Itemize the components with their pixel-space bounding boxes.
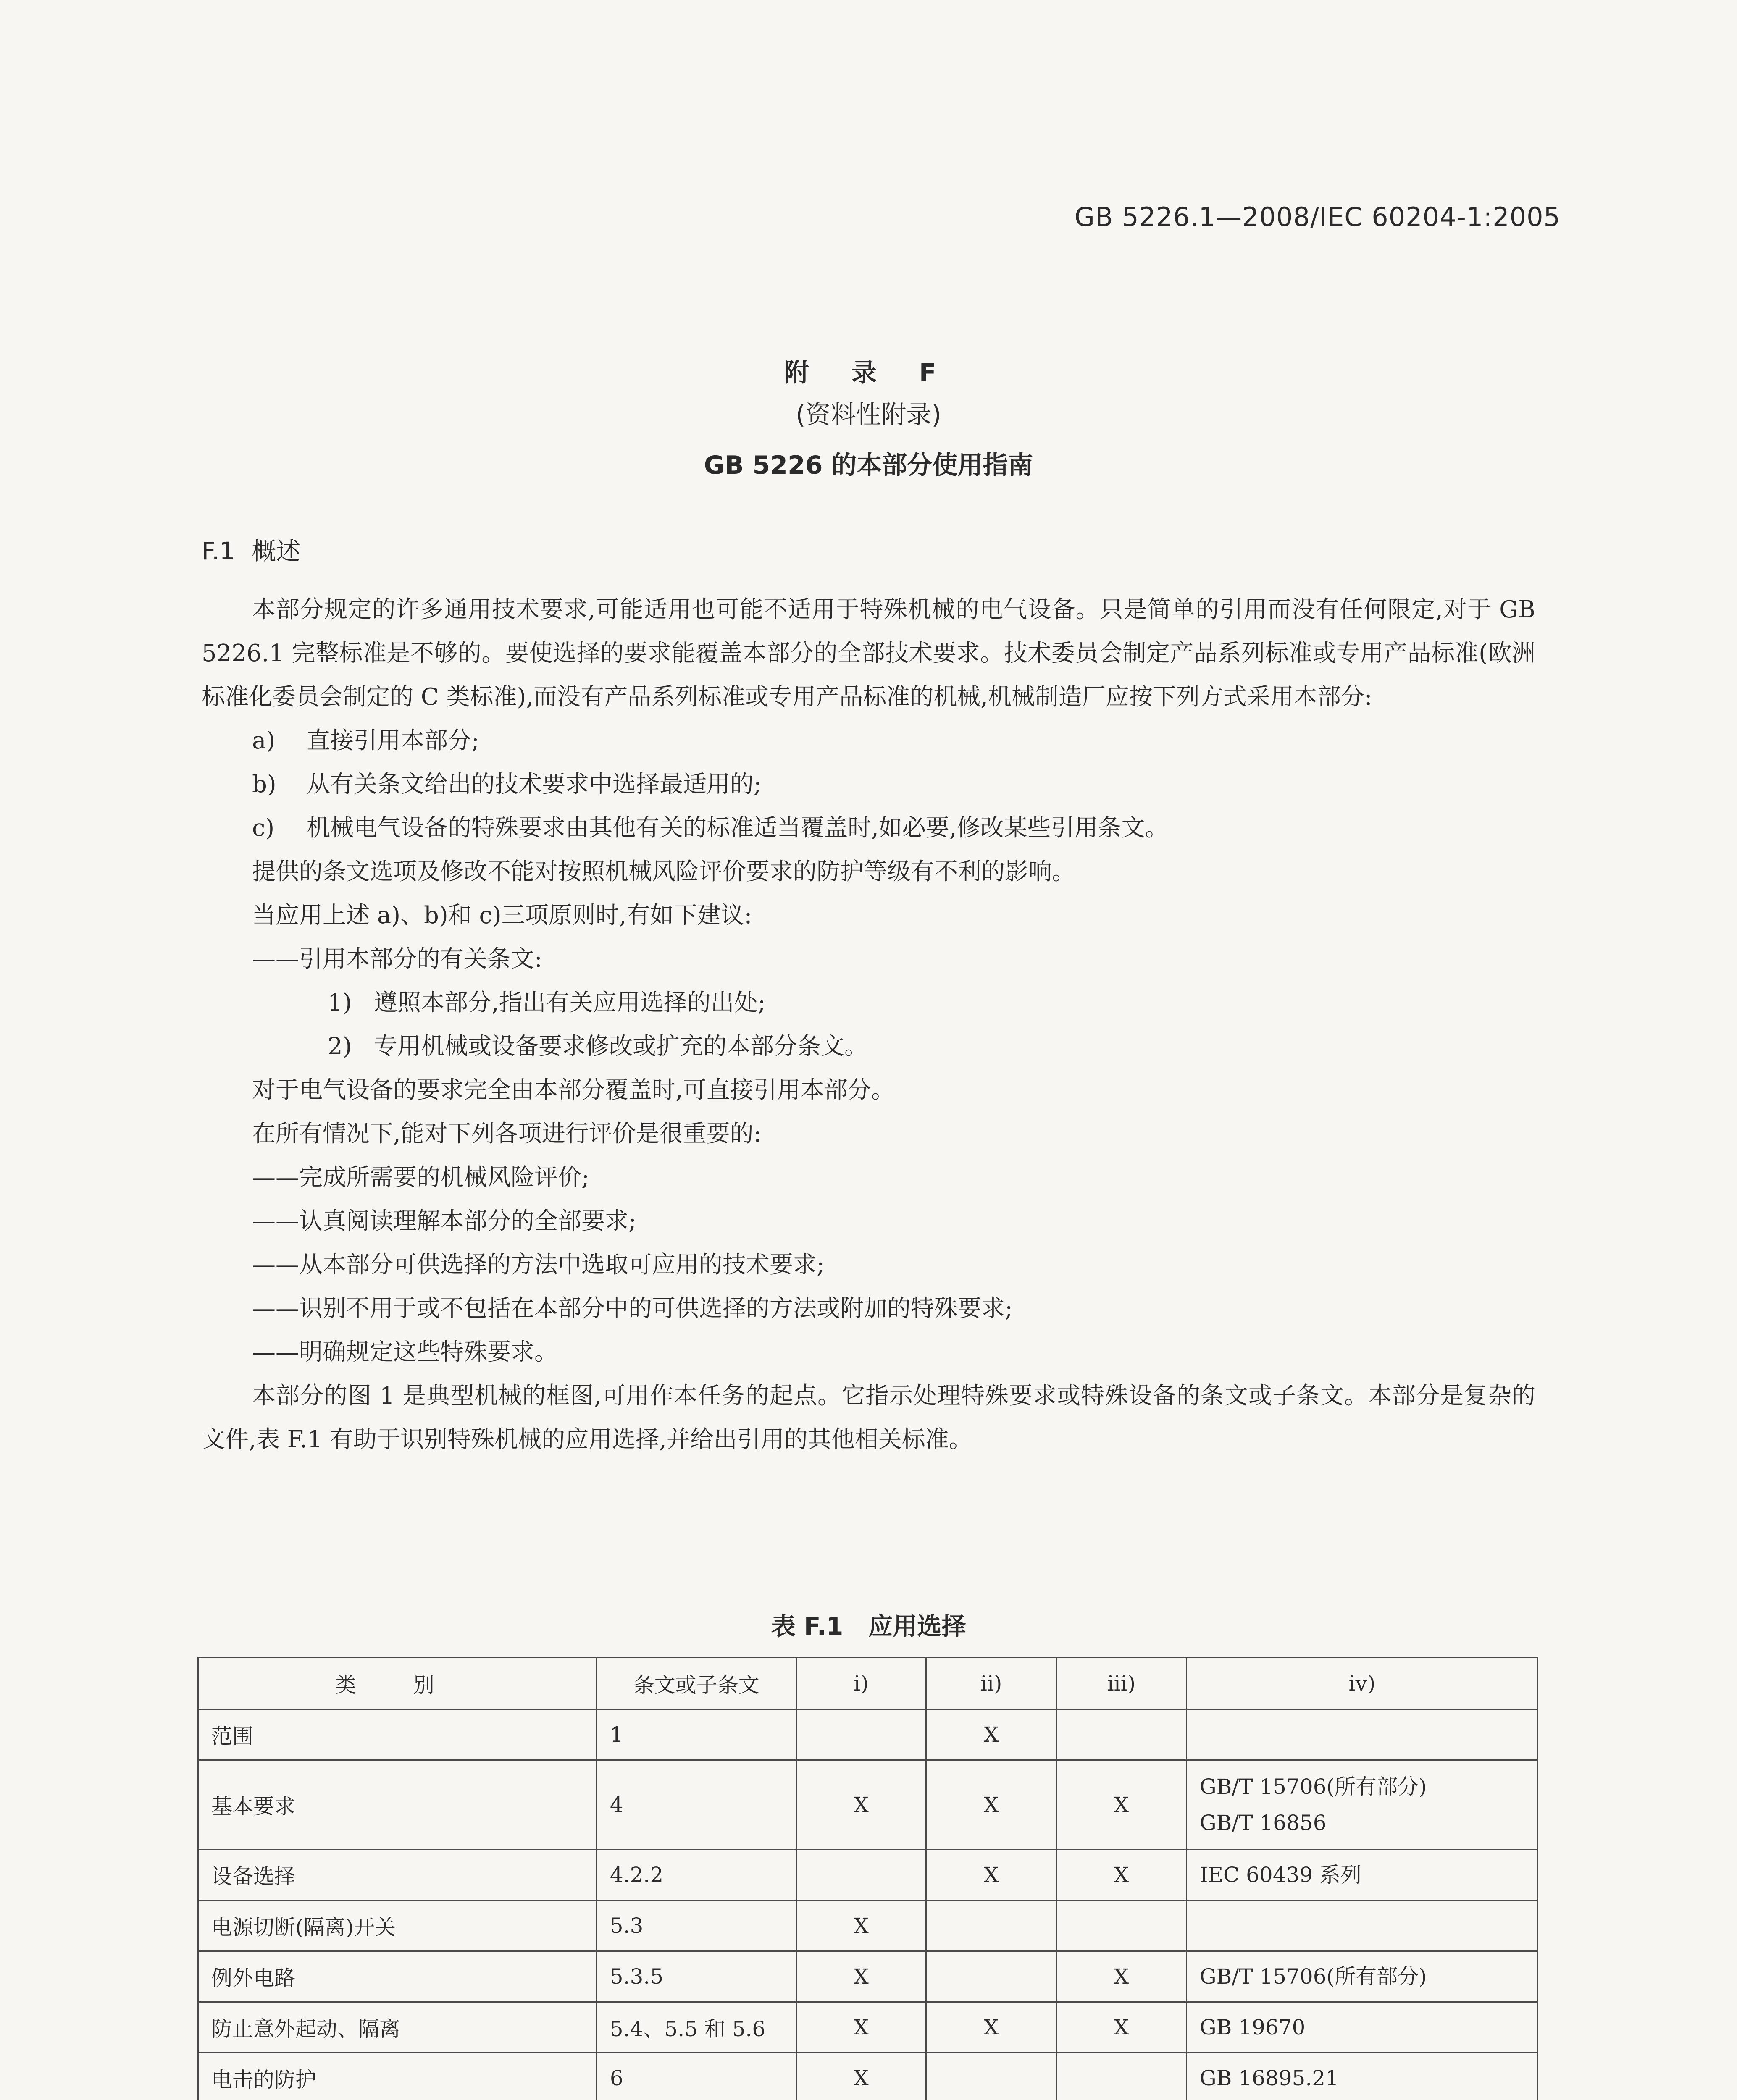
cell-category: 电源切断(隔离)开关 xyxy=(198,1900,597,1951)
cell-ii: X xyxy=(926,1760,1056,1850)
option-label: c) xyxy=(252,814,275,842)
evaluate-intro-paragraph: 在所有情况下,能对下列各项进行评价是很重要的: xyxy=(252,1120,762,1147)
closing-paragraph: 本部分的图 1 是典型机械的框图,可用作本任务的起点。它指示处理特殊要求或特殊设备的条文或子条文。本部分是复杂的文件,表 F.1 有助于识别特殊机械的应用选择,并给出引用的其他相关标准。 xyxy=(202,1382,1535,1453)
cell-category: 设备选择 xyxy=(198,1850,597,1900)
header-iii: iii) xyxy=(1056,1658,1186,1709)
option-text: 直接引用本部分; xyxy=(307,727,479,754)
cell-iii xyxy=(1056,1709,1186,1760)
cell-i: X xyxy=(796,2002,926,2053)
evaluate-item: ——认真阅读理解本部分的全部要求; xyxy=(252,1208,636,1235)
table-row xyxy=(198,2002,1538,2053)
intro-paragraph: 本部分规定的许多通用技术要求,可能适用也可能不适用于特殊机械的电气设备。只是简单的引用而没有任何限定,对于 GB 5226.1 完整标准是不够的。要使选择的要求能覆盖本部分的全部技术要求。技术委员会制定产品系列标准或专用产品标准(欧洲标准化委员会制定的 C 类标准),而没有产品系列标准或专用产品标准的机械,机械制造厂应按下列方式采用本部分: xyxy=(202,596,1535,711)
cell-ii xyxy=(926,1951,1056,2002)
cell-ii xyxy=(926,1900,1056,1951)
table-row xyxy=(198,1951,1538,2002)
table-row xyxy=(198,1709,1538,1760)
table-row xyxy=(198,1900,1538,1951)
cell-iii: X xyxy=(1056,1850,1186,1900)
annex-title: GB 5226 的本部分使用指南 xyxy=(704,451,1033,480)
header-iv: iv) xyxy=(1186,1658,1537,1709)
standard-number: GB 5226.1—2008/IEC 60204-1:2005 xyxy=(1074,202,1561,232)
option-item xyxy=(202,763,1535,806)
header-i: i) xyxy=(796,1658,926,1709)
option-label: a) xyxy=(252,727,276,754)
option-item xyxy=(202,806,1535,850)
cell-category: 防止意外起动、隔离 xyxy=(198,2002,597,2053)
cell-ii: X xyxy=(926,1709,1056,1760)
cell-clause: 4.2.2 xyxy=(597,1850,796,1900)
cell-category: 例外电路 xyxy=(198,1951,597,2002)
cell-iii: X xyxy=(1056,1951,1186,2002)
cell-clause: 4 xyxy=(597,1760,796,1850)
cite-label: 2) xyxy=(328,1033,352,1060)
application-selection-table xyxy=(197,1657,1538,2100)
cell-i: X xyxy=(796,1760,926,1850)
cell-iv-line: GB/T 15706(所有部分) xyxy=(1199,1774,1427,1799)
cell-ii xyxy=(926,2053,1056,2100)
option-label: b) xyxy=(252,771,276,798)
cell-iii xyxy=(1056,1900,1186,1951)
cell-i xyxy=(796,1850,926,1900)
cite-dash-item: ——引用本部分的有关条文: xyxy=(252,945,542,973)
full-coverage-paragraph: 对于电气设备的要求完全由本部分覆盖时,可直接引用本部分。 xyxy=(252,1076,895,1104)
cite-label: 1) xyxy=(328,989,352,1016)
table-title: 应用选择 xyxy=(868,1612,966,1641)
cite-item xyxy=(202,981,1535,1025)
table-row xyxy=(198,2053,1538,2100)
section-heading xyxy=(202,531,300,567)
cell-iv: GB 19670 xyxy=(1186,2002,1537,2053)
body-text xyxy=(202,588,1535,1462)
evaluate-item: ——完成所需要的机械风险评价; xyxy=(252,1164,589,1191)
cell-clause: 1 xyxy=(597,1709,796,1760)
cell-i: X xyxy=(796,2053,926,2100)
section-title: 概述 xyxy=(252,537,301,565)
table-row xyxy=(198,1850,1538,1900)
cell-iv: GB/T 15706(所有部分) xyxy=(1186,1951,1537,2002)
table-header-row xyxy=(198,1658,1538,1709)
options-note: 提供的条文选项及修改不能对按照机械风险评价要求的防护等级有不利的影响。 xyxy=(252,858,1075,885)
cell-ii: X xyxy=(926,1850,1056,1900)
evaluate-item: ——识别不用于或不包括在本部分中的可供选择的方法或附加的特殊要求; xyxy=(252,1295,1013,1322)
section-number: F.1 xyxy=(202,537,235,565)
principles-paragraph: 当应用上述 a)、b)和 c)三项原则时,有如下建议: xyxy=(252,902,752,929)
cell-clause: 6 xyxy=(597,2053,796,2100)
option-item xyxy=(202,719,1535,763)
table-caption xyxy=(0,1606,1737,1642)
header-ii: ii) xyxy=(926,1658,1056,1709)
cell-clause: 5.4、5.5 和 5.6 xyxy=(597,2002,796,2053)
annex-type: (资料性附录) xyxy=(796,400,941,430)
table-number: 表 F.1 xyxy=(771,1612,844,1641)
header-clause: 条文或子条文 xyxy=(597,1658,796,1709)
cite-item xyxy=(202,1025,1535,1068)
evaluate-item: ——明确规定这些特殊要求。 xyxy=(252,1339,558,1366)
cell-i: X xyxy=(796,1951,926,2002)
annex-label: 附 录 F xyxy=(784,358,953,388)
option-text: 从有关条文给出的技术要求中选择最适用的; xyxy=(307,771,762,798)
header-category: 类 别 xyxy=(198,1658,597,1709)
cell-clause: 5.3.5 xyxy=(597,1951,796,2002)
cell-category: 范围 xyxy=(198,1709,597,1760)
cite-text: 遵照本部分,指出有关应用选择的出处; xyxy=(374,989,766,1016)
option-text: 机械电气设备的特殊要求由其他有关的标准适当覆盖时,如必要,修改某些引用条文。 xyxy=(307,814,1169,842)
table-row xyxy=(198,1760,1538,1850)
evaluate-item: ——从本部分可供选择的方法中选取可应用的技术要求; xyxy=(252,1251,825,1278)
cell-iii: X xyxy=(1056,2002,1186,2053)
cell-iv xyxy=(1186,1760,1537,1850)
cell-iv xyxy=(1186,1900,1537,1951)
cell-iv-line: GB/T 16856 xyxy=(1199,1811,1327,1835)
cite-text: 专用机械或设备要求修改或扩充的本部分条文。 xyxy=(374,1033,868,1060)
cell-category: 基本要求 xyxy=(198,1760,597,1850)
cell-iv: IEC 60439 系列 xyxy=(1186,1850,1537,1900)
cell-iv xyxy=(1186,1709,1537,1760)
cell-iii xyxy=(1056,2053,1186,2100)
cell-clause: 5.3 xyxy=(597,1900,796,1951)
cell-i: X xyxy=(796,1900,926,1951)
cell-iii: X xyxy=(1056,1760,1186,1850)
cell-ii: X xyxy=(926,2002,1056,2053)
cell-i xyxy=(796,1709,926,1760)
cell-category: 电击的防护 xyxy=(198,2053,597,2100)
cell-iv: GB 16895.21 xyxy=(1186,2053,1537,2100)
